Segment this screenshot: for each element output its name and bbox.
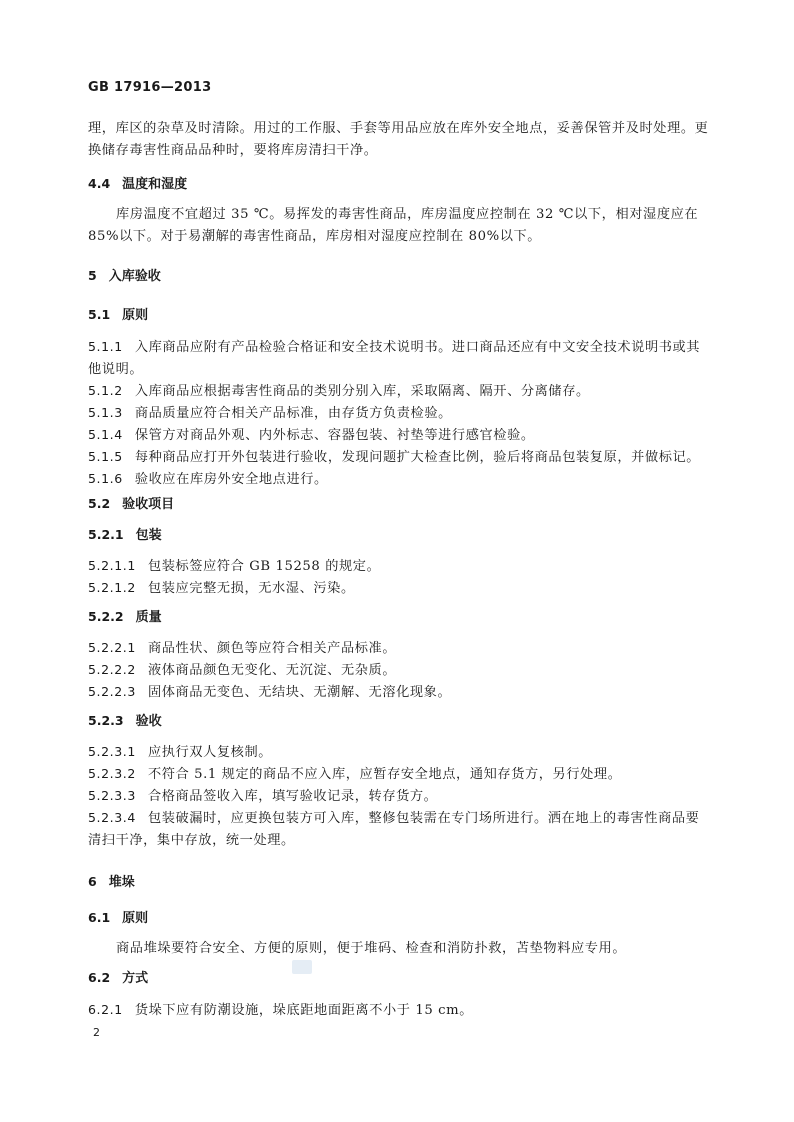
watermark-mark — [292, 960, 312, 974]
clause-5-1-6: 5.1.6 验收应在库房外安全地点进行。 — [88, 471, 328, 487]
clause-5-2-3-2: 5.2.3.2 不符合 5.1 规定的商品不应入库，应暂存安全地点，通知存货方，另行处理。 — [88, 766, 622, 782]
standard-header: GB 17916—2013 — [88, 80, 212, 95]
clause-5-2-2-3: 5.2.2.3 固体商品无变色、无结块、无潮解、无溶化现象。 — [88, 684, 452, 700]
clause-5-2-3-3: 5.2.3.3 合格商品签收入库，填写验收记录，转存货方。 — [88, 788, 438, 804]
clause-5-2-1-1: 5.2.1.1 包装标签应符合 GB 15258 的规定。 — [88, 558, 381, 574]
clause-5-2-2-2: 5.2.2.2 液体商品颜色无变化、无沉淀、无杂质。 — [88, 662, 397, 678]
continued-paragraph: 理，库区的杂草及时清除。用过的工作服、手套等用品应放在库外安全地点，妥善保管并及时处理。更换储存毒害性商品品种时，要将库房清扫干净。 — [88, 121, 709, 158]
clause-5-1-4: 5.1.4 保管方对商品外观、内外标志、容器包装、衬垫等进行感官检验。 — [88, 427, 535, 443]
clause-5-2-3-1: 5.2.3.1 应执行双人复核制。 — [88, 744, 273, 760]
clause-5-2-2-1: 5.2.2.1 商品性状、颜色等应符合相关产品标准。 — [88, 640, 397, 656]
clause-5-1-2: 5.1.2 入库商品应根据毒害性商品的类别分别入库，采取隔离、隔开、分离储存。 — [88, 383, 590, 399]
heading-5-2: 5.2 验收项目 — [88, 496, 175, 512]
heading-6-2: 6.2 方式 — [88, 970, 149, 986]
clause-6-2-1: 6.2.1 货垛下应有防潮设施，垛底距地面距离不小于 15 cm。 — [88, 1002, 474, 1018]
heading-5: 5 入库验收 — [88, 268, 161, 284]
heading-4-4: 4.4 温度和湿度 — [88, 176, 188, 192]
paragraph-4-4: 库房温度不宜超过 35 ℃。易挥发的毒害性商品，库房温度应控制在 32 ℃以下，相对湿度应在 85%以下。对于易潮解的毒害性商品，库房相对湿度应控制在 80%以下。 — [88, 207, 699, 244]
clause-5-2-3-4: 5.2.3.4 包装破漏时，应更换包装方可入库，整修包装需在专门场所进行。洒在地上的毒害性商品要清扫干净，集中存放，统一处理。 — [88, 810, 700, 848]
clause-5-1-5: 5.1.5 每种商品应打开外包装进行验收，发现问题扩大检查比例，验后将商品包装复原，并做标记。 — [88, 449, 701, 465]
clause-5-1-1: 5.1.1 入库商品应附有产品检验合格证和安全技术说明书。进口商品还应有中文安全技术说明书或其他说明。 — [88, 339, 701, 377]
heading-5-2-1: 5.2.1 包装 — [88, 527, 162, 543]
heading-5-2-2: 5.2.2 质量 — [88, 609, 162, 625]
clause-5-2-1-2: 5.2.1.2 包装应完整无损，无水湿、污染。 — [88, 580, 355, 596]
heading-5-2-3: 5.2.3 验收 — [88, 713, 162, 729]
heading-5-1: 5.1 原则 — [88, 307, 149, 323]
paragraph-6-1: 商品堆垛要符合安全、方便的原则，便于堆码、检查和消防扑救，苫垫物料应专用。 — [116, 941, 627, 956]
page-number: 2 — [93, 1026, 100, 1039]
heading-6-1: 6.1 原则 — [88, 910, 149, 926]
heading-6: 6 堆垛 — [88, 874, 135, 890]
clause-5-1-3: 5.1.3 商品质量应符合相关产品标准，由存货方负责检验。 — [88, 405, 452, 421]
